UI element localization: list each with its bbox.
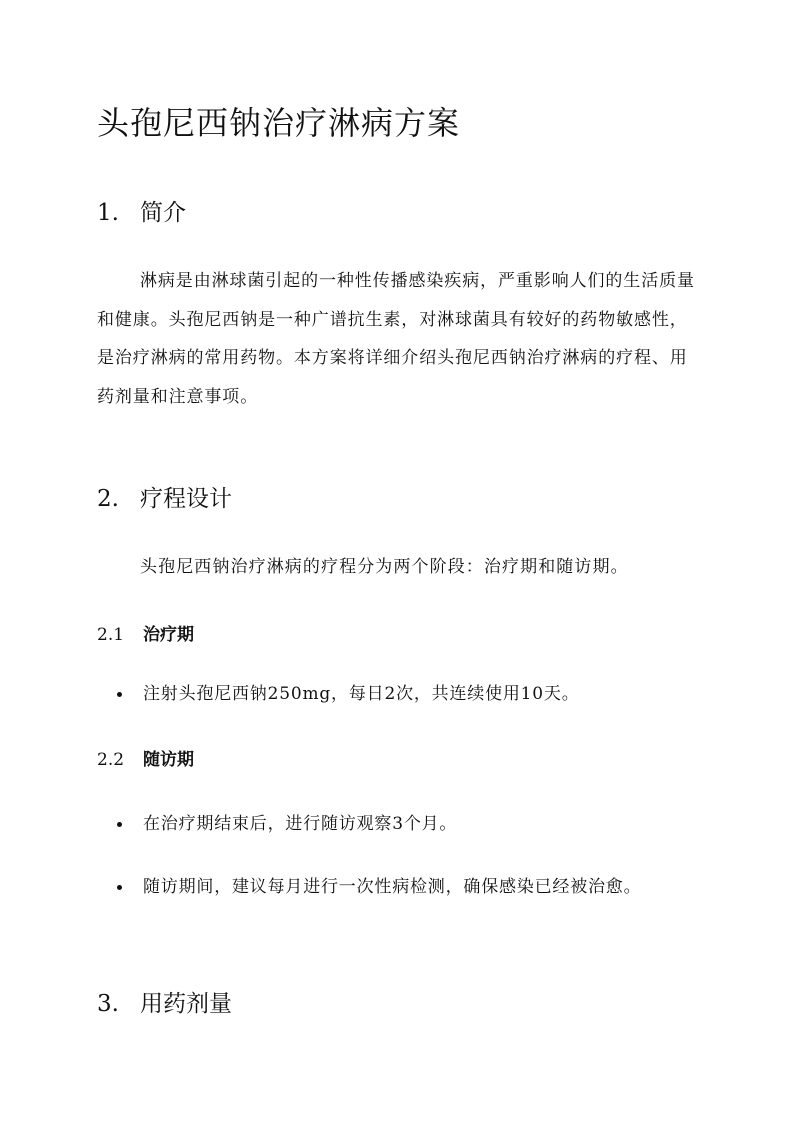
section-heading-intro — [97, 194, 186, 227]
list-item — [117, 667, 687, 721]
subsection-heading-treatment — [97, 620, 194, 645]
list-item-text: 在治疗期结束后，进行随访观察3个月。 — [143, 814, 458, 834]
intro-paragraph: 淋病是由淋球菌引起的一种性传播感染疾病，严重影响人们的生活质量和健康。头孢尼西钠是一种广谱抗生素，对淋球菌具有较好的药物敏感性，是治疗淋病的常用药物。本方案将详细介绍头孢尼西钠治疗淋病的疗程、用药剂量和注意事项。 — [97, 271, 695, 407]
subsection-title: 随访期 — [143, 750, 194, 770]
subsection-number: 2.2 — [97, 750, 125, 770]
section-number: 1. — [97, 200, 119, 226]
bullet-icon — [117, 822, 122, 827]
course-paragraph: 头孢尼西钠治疗淋病的疗程分为两个阶段：治疗期和随访期。 — [140, 557, 629, 577]
section-heading-dosage — [97, 985, 232, 1018]
section-heading-course — [97, 480, 232, 513]
section-number: 3. — [97, 991, 119, 1017]
list-item-text: 注射头孢尼西钠250mg，每日2次，共连续使用10天。 — [143, 684, 580, 704]
list-item — [117, 797, 687, 851]
subsection-number: 2.1 — [97, 625, 125, 645]
section-title: 疗程设计 — [140, 486, 232, 512]
section-number: 2. — [97, 486, 119, 512]
subsection-title: 治疗期 — [143, 625, 194, 645]
list-item — [117, 860, 687, 914]
section-title: 用药剂量 — [140, 991, 232, 1017]
bullet-icon — [117, 692, 122, 697]
subsection-heading-followup — [97, 745, 194, 770]
list-item-text: 随访期间，建议每月进行一次性病检测，确保感染已经被治愈。 — [143, 877, 642, 897]
section-title: 简介 — [140, 200, 186, 226]
bullet-icon — [117, 885, 122, 890]
document-title: 头孢尼西钠治疗淋病方案 — [97, 104, 461, 142]
